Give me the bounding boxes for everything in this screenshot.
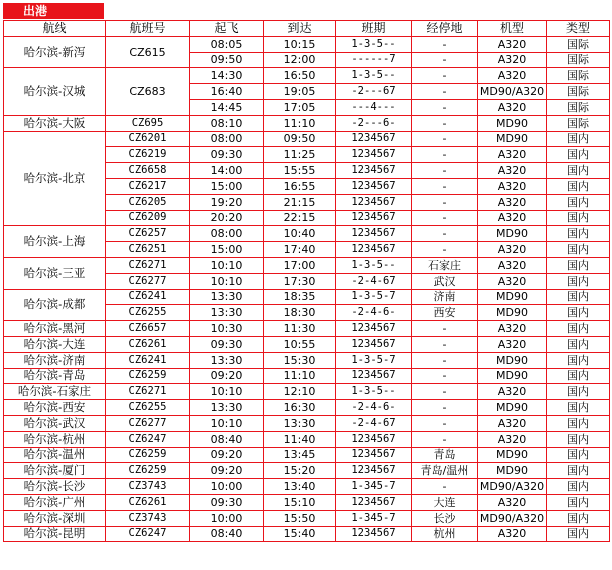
departure-time-cell: 14:45: [190, 99, 264, 115]
arrival-time-cell: 17:30: [264, 273, 336, 289]
flight-type-cell: 国内: [547, 431, 610, 447]
route-cell: 哈尔滨-大连: [4, 336, 106, 352]
aircraft-cell: A320: [478, 431, 547, 447]
table-row: [4, 415, 610, 431]
flight-number-cell: CZ6259: [106, 368, 190, 384]
schedule-days-cell: 1234567: [336, 336, 412, 352]
schedule-days-cell: -2-4-67: [336, 273, 412, 289]
arrival-time-cell: 12:10: [264, 384, 336, 400]
departure-time-cell: 08:10: [190, 115, 264, 131]
stopover-cell: -: [412, 163, 478, 179]
flight-type-cell: 国内: [547, 526, 610, 542]
aircraft-cell: A320: [478, 99, 547, 115]
flight-type-cell: 国内: [547, 384, 610, 400]
flight-number-cell: CZ6271: [106, 384, 190, 400]
arrival-time-cell: 11:40: [264, 431, 336, 447]
arrival-time-cell: 09:50: [264, 131, 336, 147]
flight-number-cell: CZ6247: [106, 526, 190, 542]
stopover-cell: -: [412, 479, 478, 495]
stopover-cell: -: [412, 368, 478, 384]
table-row: [4, 400, 610, 416]
aircraft-cell: A320: [478, 36, 547, 52]
flight-type-cell: 国际: [547, 84, 610, 100]
schedule-days-cell: 1234567: [336, 226, 412, 242]
flight-number-cell: CZ6657: [106, 321, 190, 337]
departure-time-cell: 10:30: [190, 321, 264, 337]
aircraft-cell: MD90: [478, 305, 547, 321]
flight-type-cell: 国内: [547, 163, 610, 179]
table-row: [4, 384, 610, 400]
table-row: [4, 289, 610, 305]
departure-time-cell: 10:00: [190, 479, 264, 495]
route-cell: 哈尔滨-深圳: [4, 510, 106, 526]
flight-number-cell: CZ6205: [106, 194, 190, 210]
header-route: 航线: [4, 21, 106, 37]
arrival-time-cell: 10:15: [264, 36, 336, 52]
flight-type-cell: 国内: [547, 273, 610, 289]
arrival-time-cell: 17:05: [264, 99, 336, 115]
schedule-days-cell: 1234567: [336, 463, 412, 479]
table-header-row: [4, 21, 610, 37]
schedule-days-cell: -2---67: [336, 84, 412, 100]
departure-time-cell: 10:10: [190, 273, 264, 289]
flight-number-cell: CZ6255: [106, 400, 190, 416]
route-cell: 哈尔滨-济南: [4, 352, 106, 368]
departure-time-cell: 08:00: [190, 226, 264, 242]
aircraft-cell: MD90: [478, 226, 547, 242]
route-cell: 哈尔滨-温州: [4, 447, 106, 463]
table-row: [4, 257, 610, 273]
aircraft-cell: MD90: [478, 115, 547, 131]
schedule-days-cell: 1-3-5--: [336, 257, 412, 273]
schedule-days-cell: 1234567: [336, 131, 412, 147]
header-aircraft: 机型: [478, 21, 547, 37]
departure-time-cell: 09:20: [190, 368, 264, 384]
stopover-cell: -: [412, 226, 478, 242]
stopover-cell: -: [412, 210, 478, 226]
stopover-cell: 青岛: [412, 447, 478, 463]
schedule-days-cell: 1-3-5--: [336, 68, 412, 84]
flight-number-cell: CZ6255: [106, 305, 190, 321]
aircraft-cell: A320: [478, 336, 547, 352]
stopover-cell: -: [412, 147, 478, 163]
flight-number-cell: CZ6259: [106, 447, 190, 463]
departure-time-cell: 08:05: [190, 36, 264, 52]
departure-time-cell: 09:30: [190, 147, 264, 163]
aircraft-cell: A320: [478, 68, 547, 84]
flight-type-cell: 国内: [547, 242, 610, 258]
aircraft-cell: MD90: [478, 400, 547, 416]
arrival-time-cell: 15:55: [264, 163, 336, 179]
arrival-time-cell: 16:55: [264, 178, 336, 194]
arrival-time-cell: 11:30: [264, 321, 336, 337]
route-cell: 哈尔滨-西安: [4, 400, 106, 416]
departure-time-cell: 14:00: [190, 163, 264, 179]
departures-tab[interactable]: 出港: [3, 3, 104, 19]
stopover-cell: 武汉: [412, 273, 478, 289]
schedule-days-cell: 1234567: [336, 194, 412, 210]
arrival-time-cell: 15:20: [264, 463, 336, 479]
table-row: [4, 463, 610, 479]
flight-type-cell: 国内: [547, 447, 610, 463]
arrival-time-cell: 16:30: [264, 400, 336, 416]
arrival-time-cell: 15:30: [264, 352, 336, 368]
stopover-cell: -: [412, 352, 478, 368]
schedule-days-cell: 1234567: [336, 494, 412, 510]
flight-schedule-table: [3, 20, 610, 542]
schedule-days-cell: 1234567: [336, 447, 412, 463]
stopover-cell: -: [412, 384, 478, 400]
route-cell: 哈尔滨-杭州: [4, 431, 106, 447]
aircraft-cell: A320: [478, 178, 547, 194]
table-row: [4, 494, 610, 510]
arrival-time-cell: 11:10: [264, 115, 336, 131]
schedule-days-cell: 1234567: [336, 178, 412, 194]
route-cell: 哈尔滨-成都: [4, 289, 106, 321]
departure-time-cell: 09:30: [190, 336, 264, 352]
flight-number-cell: CZ6247: [106, 431, 190, 447]
schedule-days-cell: -2-4-6-: [336, 400, 412, 416]
table-row: [4, 368, 610, 384]
flight-number-cell: CZ695: [106, 115, 190, 131]
aircraft-cell: MD90: [478, 131, 547, 147]
arrival-time-cell: 18:35: [264, 289, 336, 305]
departure-time-cell: 10:10: [190, 384, 264, 400]
stopover-cell: 石家庄: [412, 257, 478, 273]
departure-time-cell: 10:10: [190, 257, 264, 273]
route-cell: 哈尔滨-青岛: [4, 368, 106, 384]
departure-time-cell: 13:30: [190, 305, 264, 321]
header-arrival: 到达: [264, 21, 336, 37]
stopover-cell: -: [412, 36, 478, 52]
flight-type-cell: 国际: [547, 115, 610, 131]
aircraft-cell: A320: [478, 163, 547, 179]
aircraft-cell: A320: [478, 526, 547, 542]
table-row: [4, 336, 610, 352]
flight-type-cell: 国内: [547, 494, 610, 510]
departure-time-cell: 08:40: [190, 431, 264, 447]
departure-time-cell: 09:20: [190, 447, 264, 463]
aircraft-cell: A320: [478, 384, 547, 400]
flight-type-cell: 国内: [547, 368, 610, 384]
departure-time-cell: 13:30: [190, 352, 264, 368]
schedule-days-cell: 1234567: [336, 526, 412, 542]
flight-type-cell: 国内: [547, 178, 610, 194]
aircraft-cell: A320: [478, 273, 547, 289]
departure-time-cell: 08:00: [190, 131, 264, 147]
schedule-days-cell: 1234567: [336, 147, 412, 163]
aircraft-cell: A320: [478, 321, 547, 337]
schedule-days-cell: 1234567: [336, 321, 412, 337]
flight-type-cell: 国内: [547, 336, 610, 352]
flight-type-cell: 国内: [547, 289, 610, 305]
aircraft-cell: MD90: [478, 463, 547, 479]
arrival-time-cell: 16:50: [264, 68, 336, 84]
arrival-time-cell: 11:10: [264, 368, 336, 384]
schedule-days-cell: ------7: [336, 52, 412, 68]
flight-type-cell: 国内: [547, 321, 610, 337]
table-row: [4, 447, 610, 463]
route-cell: 哈尔滨-石家庄: [4, 384, 106, 400]
flight-number-cell: CZ6241: [106, 289, 190, 305]
stopover-cell: 西安: [412, 305, 478, 321]
flight-number-cell: CZ6658: [106, 163, 190, 179]
stopover-cell: -: [412, 68, 478, 84]
arrival-time-cell: 13:45: [264, 447, 336, 463]
arrival-time-cell: 22:15: [264, 210, 336, 226]
route-cell: 哈尔滨-厦门: [4, 463, 106, 479]
departure-time-cell: 10:00: [190, 510, 264, 526]
route-cell: 哈尔滨-黑河: [4, 321, 106, 337]
stopover-cell: 济南: [412, 289, 478, 305]
schedule-days-cell: 1-3-5-7: [336, 289, 412, 305]
flight-number-cell: CZ6277: [106, 273, 190, 289]
departure-time-cell: 19:20: [190, 194, 264, 210]
route-cell: 哈尔滨-新泻: [4, 36, 106, 68]
stopover-cell: -: [412, 84, 478, 100]
flight-type-cell: 国内: [547, 352, 610, 368]
flight-type-cell: 国内: [547, 257, 610, 273]
departure-time-cell: 13:30: [190, 289, 264, 305]
flight-number-cell: CZ6277: [106, 415, 190, 431]
arrival-time-cell: 15:50: [264, 510, 336, 526]
departure-time-cell: 08:40: [190, 526, 264, 542]
table-row: [4, 321, 610, 337]
flight-type-cell: 国际: [547, 68, 610, 84]
aircraft-cell: A320: [478, 194, 547, 210]
stopover-cell: -: [412, 194, 478, 210]
stopover-cell: -: [412, 131, 478, 147]
arrival-time-cell: 17:00: [264, 257, 336, 273]
table-row: [4, 68, 610, 84]
schedule-days-cell: 1234567: [336, 242, 412, 258]
schedule-days-cell: 1-3-5-7: [336, 352, 412, 368]
aircraft-cell: A320: [478, 494, 547, 510]
departure-time-cell: 09:50: [190, 52, 264, 68]
route-cell: 哈尔滨-长沙: [4, 479, 106, 495]
flight-number-cell: CZ683: [106, 68, 190, 115]
flight-type-cell: 国内: [547, 479, 610, 495]
aircraft-cell: MD90/A320: [478, 479, 547, 495]
header-departure: 起飞: [190, 21, 264, 37]
arrival-time-cell: 11:25: [264, 147, 336, 163]
schedule-days-cell: -2-4-67: [336, 415, 412, 431]
stopover-cell: -: [412, 178, 478, 194]
arrival-time-cell: 15:10: [264, 494, 336, 510]
arrival-time-cell: 12:00: [264, 52, 336, 68]
table-row: [4, 526, 610, 542]
departure-time-cell: 14:30: [190, 68, 264, 84]
header-stopover: 经停地: [412, 21, 478, 37]
aircraft-cell: A320: [478, 257, 547, 273]
stopover-cell: -: [412, 336, 478, 352]
departure-time-cell: 09:30: [190, 494, 264, 510]
arrival-time-cell: 19:05: [264, 84, 336, 100]
schedule-days-cell: 1-345-7: [336, 510, 412, 526]
arrival-time-cell: 13:40: [264, 479, 336, 495]
flight-type-cell: 国内: [547, 400, 610, 416]
aircraft-cell: A320: [478, 147, 547, 163]
flight-type-cell: 国内: [547, 226, 610, 242]
flight-type-cell: 国内: [547, 415, 610, 431]
schedule-days-cell: 1-3-5--: [336, 384, 412, 400]
stopover-cell: -: [412, 415, 478, 431]
flight-number-cell: CZ6217: [106, 178, 190, 194]
stopover-cell: -: [412, 242, 478, 258]
table-row: [4, 36, 610, 52]
arrival-time-cell: 17:40: [264, 242, 336, 258]
stopover-cell: 杭州: [412, 526, 478, 542]
flight-number-cell: CZ3743: [106, 479, 190, 495]
arrival-time-cell: 18:30: [264, 305, 336, 321]
stopover-cell: -: [412, 99, 478, 115]
schedule-days-cell: 1234567: [336, 431, 412, 447]
route-cell: 哈尔滨-广州: [4, 494, 106, 510]
departure-time-cell: 20:20: [190, 210, 264, 226]
flight-type-cell: 国内: [547, 194, 610, 210]
aircraft-cell: MD90: [478, 447, 547, 463]
arrival-time-cell: 10:55: [264, 336, 336, 352]
schedule-days-cell: 1234567: [336, 368, 412, 384]
table-row: [4, 131, 610, 147]
aircraft-cell: MD90: [478, 289, 547, 305]
departure-time-cell: 10:10: [190, 415, 264, 431]
route-cell: 哈尔滨-武汉: [4, 415, 106, 431]
stopover-cell: -: [412, 115, 478, 131]
flight-number-cell: CZ6261: [106, 336, 190, 352]
aircraft-cell: A320: [478, 210, 547, 226]
aircraft-cell: A320: [478, 52, 547, 68]
aircraft-cell: MD90: [478, 368, 547, 384]
departure-time-cell: 15:00: [190, 242, 264, 258]
table-row: [4, 431, 610, 447]
stopover-cell: -: [412, 52, 478, 68]
flight-number-cell: CZ6251: [106, 242, 190, 258]
stopover-cell: -: [412, 431, 478, 447]
aircraft-cell: A320: [478, 415, 547, 431]
departure-time-cell: 15:00: [190, 178, 264, 194]
flight-type-cell: 国际: [547, 52, 610, 68]
flight-number-cell: CZ6241: [106, 352, 190, 368]
schedule-days-cell: -2---6-: [336, 115, 412, 131]
departure-time-cell: 16:40: [190, 84, 264, 100]
stopover-cell: -: [412, 400, 478, 416]
aircraft-cell: MD90/A320: [478, 84, 547, 100]
header-flight-number: 航班号: [106, 21, 190, 37]
route-cell: 哈尔滨-汉城: [4, 68, 106, 115]
schedule-days-cell: ---4---: [336, 99, 412, 115]
stopover-cell: 大连: [412, 494, 478, 510]
flight-type-cell: 国际: [547, 99, 610, 115]
flight-type-cell: 国内: [547, 131, 610, 147]
flight-type-cell: 国际: [547, 36, 610, 52]
arrival-time-cell: 15:40: [264, 526, 336, 542]
schedule-days-cell: -2-4-6-: [336, 305, 412, 321]
arrival-time-cell: 10:40: [264, 226, 336, 242]
flight-type-cell: 国内: [547, 510, 610, 526]
table-row: [4, 115, 610, 131]
table-row: [4, 226, 610, 242]
aircraft-cell: MD90: [478, 352, 547, 368]
flight-type-cell: 国内: [547, 210, 610, 226]
flight-type-cell: 国内: [547, 147, 610, 163]
stopover-cell: 青岛/温州: [412, 463, 478, 479]
table-row: [4, 510, 610, 526]
route-cell: 哈尔滨-上海: [4, 226, 106, 258]
flight-number-cell: CZ6261: [106, 494, 190, 510]
departure-time-cell: 13:30: [190, 400, 264, 416]
schedule-days-cell: 1234567: [336, 210, 412, 226]
flight-number-cell: CZ6259: [106, 463, 190, 479]
route-cell: 哈尔滨-三亚: [4, 257, 106, 289]
flight-type-cell: 国内: [547, 463, 610, 479]
aircraft-cell: A320: [478, 242, 547, 258]
schedule-days-cell: 1-345-7: [336, 479, 412, 495]
schedule-days-cell: 1234567: [336, 163, 412, 179]
departure-time-cell: 09:20: [190, 463, 264, 479]
flight-number-cell: CZ6209: [106, 210, 190, 226]
arrival-time-cell: 21:15: [264, 194, 336, 210]
header-schedule-days: 班期: [336, 21, 412, 37]
flight-number-cell: CZ3743: [106, 510, 190, 526]
table-row: [4, 352, 610, 368]
flight-type-cell: 国内: [547, 305, 610, 321]
flight-number-cell: CZ6257: [106, 226, 190, 242]
route-cell: 哈尔滨-北京: [4, 131, 106, 226]
flight-number-cell: CZ6219: [106, 147, 190, 163]
route-cell: 哈尔滨-大阪: [4, 115, 106, 131]
flight-number-cell: CZ615: [106, 36, 190, 68]
flight-number-cell: CZ6271: [106, 257, 190, 273]
header-type: 类型: [547, 21, 610, 37]
route-cell: 哈尔滨-昆明: [4, 526, 106, 542]
stopover-cell: 长沙: [412, 510, 478, 526]
arrival-time-cell: 13:30: [264, 415, 336, 431]
stopover-cell: -: [412, 321, 478, 337]
aircraft-cell: MD90/A320: [478, 510, 547, 526]
table-row: [4, 479, 610, 495]
schedule-days-cell: 1-3-5--: [336, 36, 412, 52]
flight-number-cell: CZ6201: [106, 131, 190, 147]
